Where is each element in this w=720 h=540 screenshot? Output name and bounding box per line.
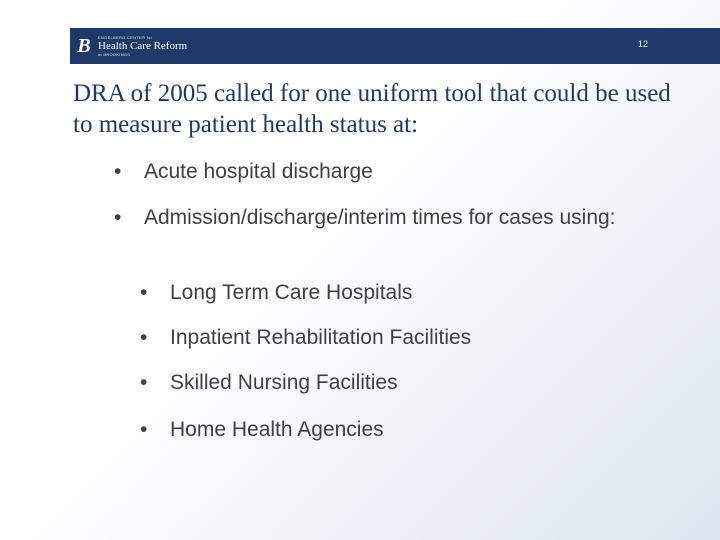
bullet-item	[114, 202, 654, 233]
bullet-item	[114, 156, 654, 187]
sub-bullet-text: Long Term Care Hospitals	[170, 281, 413, 304]
sub-bullet-text: Home Health Agencies	[170, 418, 384, 441]
brookings-logo	[76, 32, 187, 60]
bullet-text: Admission/discharge/interim times for cases using:	[144, 206, 616, 229]
bullet-dot: •	[140, 326, 148, 349]
sub-bullet-item	[140, 322, 660, 353]
header-bar	[70, 28, 720, 64]
logo-main-text: Health Care Reform	[98, 39, 188, 52]
bullet-dot: •	[140, 418, 148, 441]
slide-title: DRA of 2005 called for one uniform tool that could be used to measure patient health status at:	[73, 80, 671, 138]
sub-bullet-item	[140, 277, 660, 308]
sub-bullet-text: Skilled Nursing Facilities	[170, 371, 398, 394]
sub-bullet-item	[140, 414, 660, 445]
logo-top-text: ENGELBERG CENTER for	[98, 34, 153, 40]
logo-bottom-text: at BROOKINGS	[98, 51, 131, 57]
bullet-dot: •	[140, 281, 148, 304]
bullet-dot: •	[114, 206, 122, 229]
bullet-text: Acute hospital discharge	[144, 160, 373, 183]
brookings-b-icon: B	[77, 35, 91, 57]
slide-number: 12	[637, 39, 648, 49]
bullet-dot: •	[114, 160, 122, 183]
sub-bullet-item	[140, 367, 660, 398]
sub-bullet-text: Inpatient Rehabilitation Facilities	[170, 326, 472, 349]
logo-text	[98, 36, 187, 57]
bullet-dot: •	[140, 371, 148, 394]
